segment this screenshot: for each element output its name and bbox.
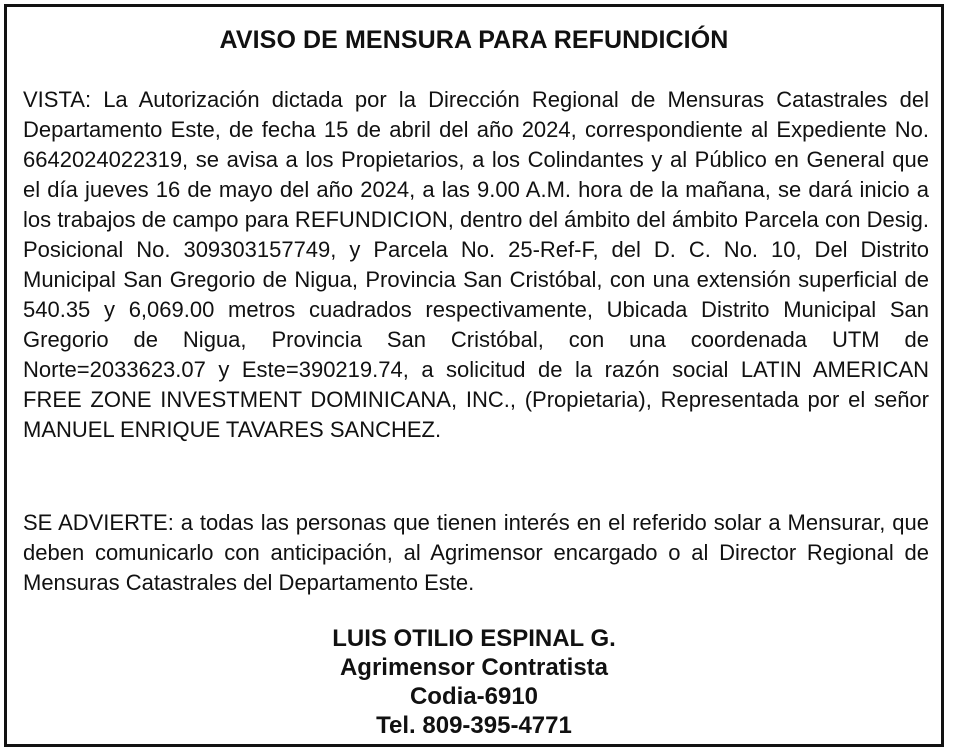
notice-title: AVISO DE MENSURA PARA REFUNDICIÓN	[219, 26, 729, 54]
notice-paragraph-vista: VISTA: La Autorización dictada por la Dirección Regional de Mensuras Catastrales del Departamento Este, de fecha 15 de abril del año 2024, correspondiente al Expediente No. 6642024022319, se avisa a los Propietarios, a los Colindantes y al Público en General que el día jueves 16 de mayo del año 2024, a las 9.00 A.M. hora de la mañana, se dará inicio a los trabajos de campo para REFUNDICION, dentro del ámbito del ámbito Parcela con Desig. Posicional No. 309303157749, y Parcela No. 25-Ref-F, del D. C. No. 10, Del Distrito Municipal San Gregorio de Nigua, Provincia San Cristóbal, con una extensión superficial de 540.35 y 6,069.00 metros cuadrados respectivamente, Ubicada Distrito Municipal San Gregorio de Nigua, Provincia San Cristóbal, con una coordenada UTM de Norte=2033623.07 y Este=390219.74, a solicitud de la razón social LATIN AMERICAN FREE ZONE INVESTMENT DOMINICANA, INC., (Propietaria), Representada por el señor MANUEL ENRIQUE TAVARES SANCHEZ.	[23, 87, 929, 442]
legal-notice-box	[4, 4, 944, 747]
surveyor-name: LUIS OTILIO ESPINAL G.	[332, 625, 616, 652]
notice-paragraph-advierte: SE ADVIERTE: a todas las personas que tienen interés en el referido solar a Mensurar, que deben comunicarlo con anticipación, al Agrimensor encargado o al Director Regional de Mensuras Catastrales del Departamento Este.	[23, 510, 929, 595]
codia-number: Codia-6910	[409, 683, 539, 710]
phone-number: Tel. 809-395-4771	[376, 712, 572, 739]
signature-block	[7, 624, 941, 740]
surveyor-role: Agrimensor Contratista	[339, 654, 609, 681]
